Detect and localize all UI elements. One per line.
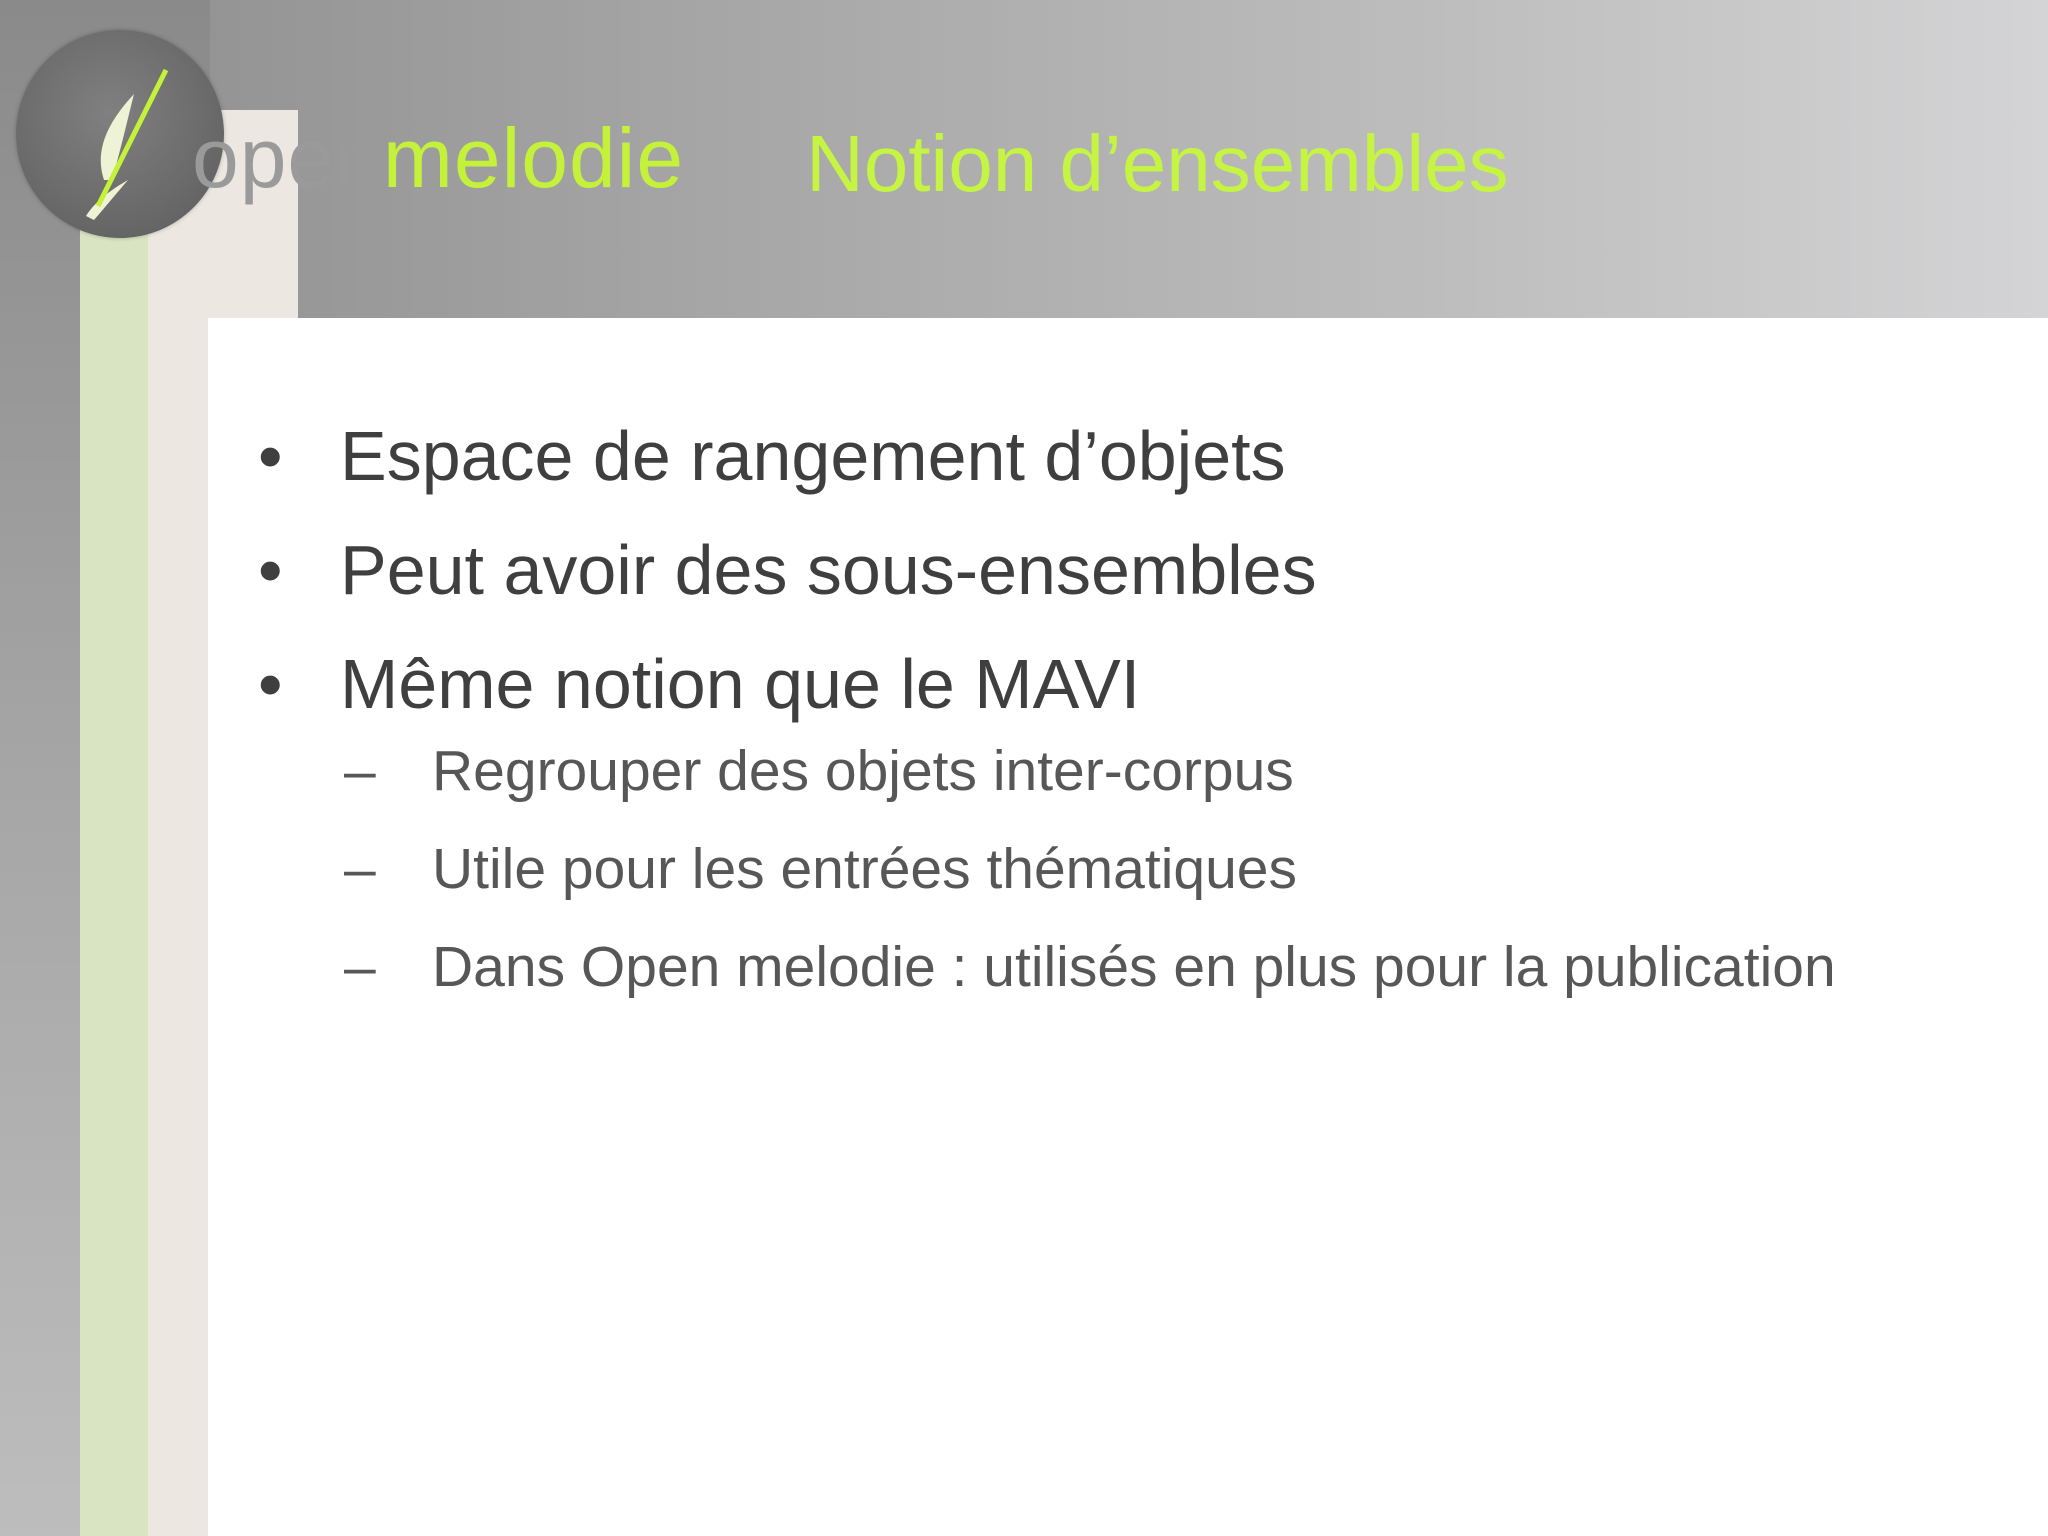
sub-bullet-text: Dans Open melodie : utilisés en plus pour la publication [432, 935, 1836, 999]
bullet-marker: • [258, 531, 283, 609]
bullet-marker: • [258, 417, 283, 495]
green-accent-stripe [80, 62, 148, 1536]
bullet-item [258, 410, 1732, 502]
sub-bullet-text: Utile pour les entrées thématiques [432, 837, 1297, 901]
dash-marker: – [344, 935, 376, 999]
bullet-marker: • [258, 645, 283, 723]
slide-title: Notion d’ensembles [806, 119, 1509, 208]
sub-bullet-item [344, 828, 1732, 910]
brand-melodie: melodie [382, 111, 685, 205]
sub-bullet-text: Regrouper des objets inter-corpus [432, 739, 1294, 803]
bullet-item [258, 638, 1836, 1008]
brand-open: open [192, 111, 383, 205]
dash-marker: – [344, 837, 376, 901]
bullet-item [258, 524, 1732, 616]
dash-marker: – [344, 739, 376, 803]
bullet-list [258, 410, 1836, 1030]
sub-bullet-item [344, 926, 1836, 1008]
bullet-text: Espace de rangement d’objets [340, 417, 1286, 495]
sub-bullet-item [344, 730, 1732, 812]
sub-bullet-list [344, 730, 1836, 1008]
bullet-text: Peut avoir des sous-ensembles [340, 531, 1317, 609]
brand-logo-text [192, 108, 684, 208]
bullet-text: Même notion que le MAVI [340, 645, 1141, 723]
